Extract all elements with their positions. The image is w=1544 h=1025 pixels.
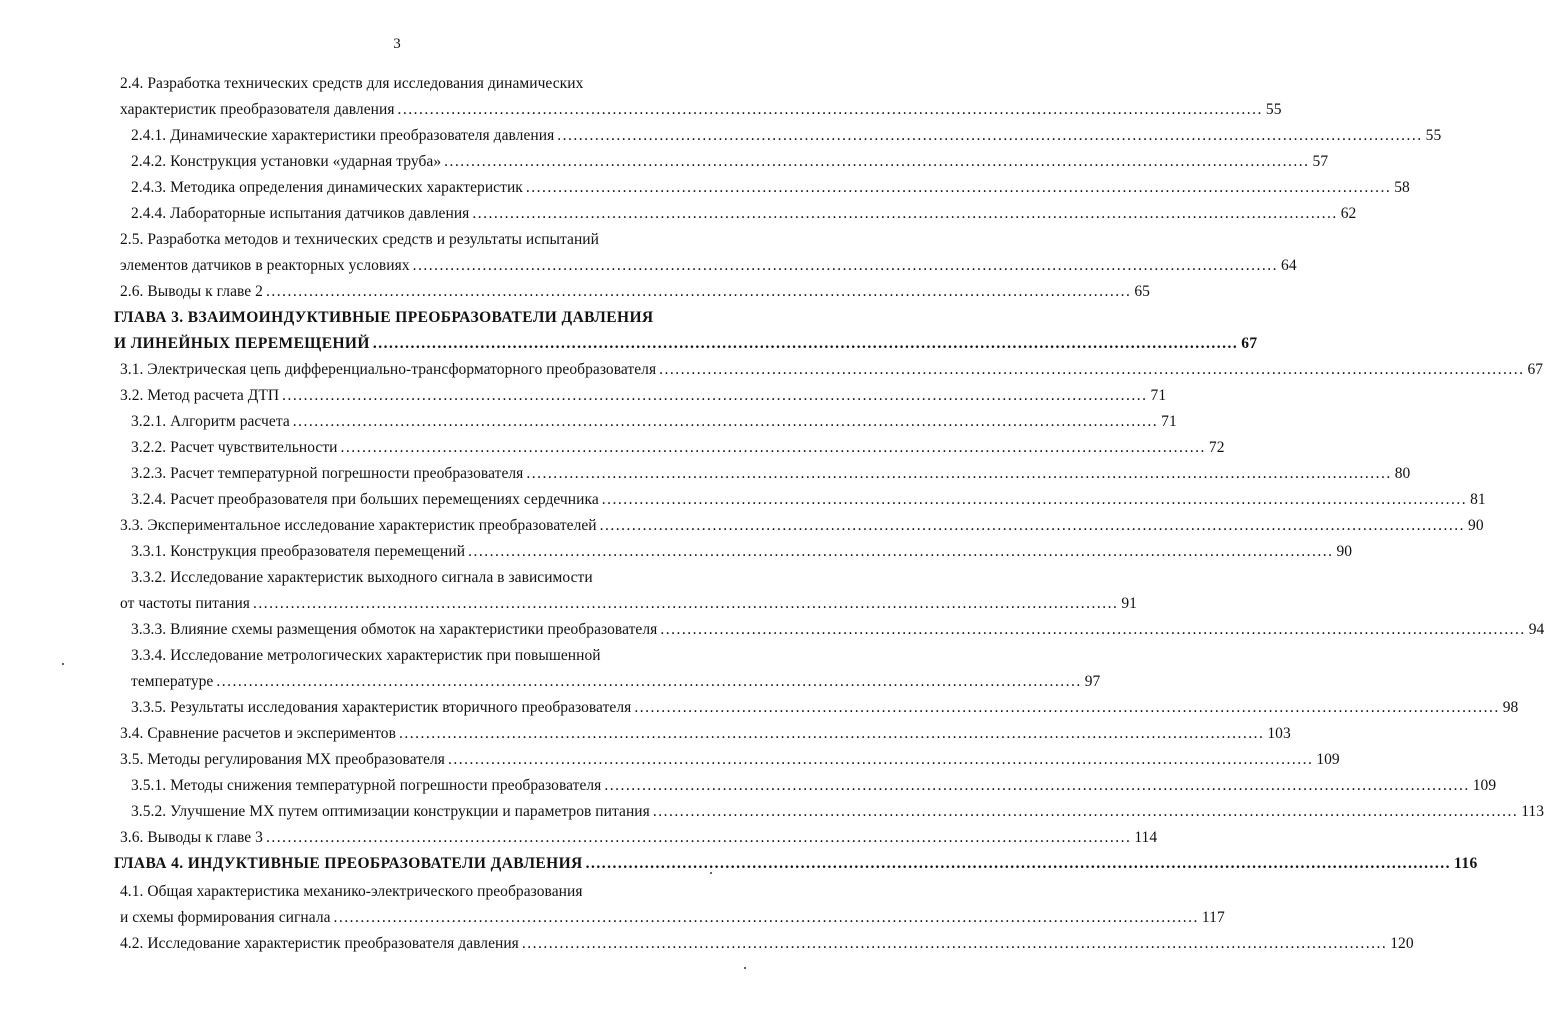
toc-entry-3-5-1: [131, 776, 1497, 796]
toc-entry-3-2-4: [131, 490, 1486, 510]
dot-leader: .................................................................................................................................................................: [526, 465, 1392, 482]
dot-leader: .................................................................................................................................................................: [604, 777, 1470, 794]
dot-leader: .................................................................................................................................................................: [660, 621, 1526, 638]
toc-page-number: 72: [1208, 439, 1225, 456]
toc-entry-2-4: [120, 74, 1282, 120]
dot-leader: .................................................................................................................................................................: [292, 413, 1159, 430]
dot-leader: .................................................................................................................................................................: [521, 935, 1388, 952]
toc-entry-3-2: [120, 386, 1167, 406]
toc-page-number: 64: [1281, 257, 1297, 274]
dot-leader: .................................................................................................................................................................: [525, 179, 1392, 196]
toc-page-number: 67: [1527, 361, 1544, 378]
toc-entry-2-4-4: [131, 204, 1357, 224]
dot-leader: .................................................................................................................................................................: [265, 829, 1132, 846]
toc-page-number: 98: [1502, 699, 1519, 716]
toc-page-number: 109: [1316, 751, 1340, 768]
toc-page-number: 113: [1521, 803, 1544, 820]
dot-leader: .................................................................................................................................................................: [634, 699, 1500, 716]
toc-entry-3-3: [120, 516, 1484, 536]
toc-page-number: 90: [1468, 517, 1484, 534]
toc-page-number: 116: [1454, 855, 1478, 872]
toc-chapter-title: ГЛАВА 3. ВЗАИМОИНДУКТИВНЫЕ ПРЕОБРАЗОВАТЕЛИ ДАВЛЕНИЯ: [114, 309, 654, 326]
toc-entry-text: 3.2.4. Расчет преобразователя при больших перемещениях сердечника: [131, 491, 599, 508]
toc-page-number: 55: [1265, 101, 1282, 118]
toc-page-number: 91: [1121, 595, 1137, 612]
toc-page-number: 67: [1241, 335, 1258, 352]
toc-entry-text: 2.4.4. Лабораторные испытания датчиков давления: [131, 205, 470, 222]
dot-leader: .................................................................................................................................................................: [333, 909, 1199, 926]
toc-entry-3-3-4: [131, 646, 1101, 692]
toc-entry-3-1: [120, 360, 1544, 380]
dot-leader: .................................................................................................................................................................: [472, 205, 1338, 222]
toc-chapter-title: И ЛИНЕЙНЫХ ПЕРЕМЕЩЕНИЙ: [114, 335, 370, 352]
toc-page-number: 55: [1425, 127, 1442, 144]
page-number: 3: [393, 36, 401, 52]
scan-speck: [744, 967, 746, 969]
toc-page-number: 62: [1340, 205, 1357, 222]
dot-leader: .................................................................................................................................................................: [265, 283, 1132, 300]
toc-entry-text: и схемы формирования сигнала: [120, 909, 331, 926]
toc-page-number: 90: [1336, 543, 1353, 560]
toc-page-number: 114: [1134, 829, 1158, 846]
dot-leader: .................................................................................................................................................................: [216, 673, 1082, 690]
dot-leader: .................................................................................................................................................................: [282, 387, 1148, 404]
dot-leader: .................................................................................................................................................................: [585, 855, 1452, 872]
toc-entry-3-2-2: [131, 438, 1225, 458]
toc-page-number: 109: [1472, 777, 1497, 794]
toc-entry-text: 3.3. Экспериментальное исследование характеристик преобразователей: [120, 517, 597, 534]
toc-page-number: 97: [1084, 673, 1101, 690]
toc-chapter-title: ГЛАВА 4. ИНДУКТИВНЫЕ ПРЕОБРАЗОВАТЕЛИ ДАВЛЕНИЯ: [114, 855, 583, 872]
dot-leader: .................................................................................................................................................................: [340, 439, 1206, 456]
toc-entry-2-4-2: [131, 152, 1329, 172]
dot-leader: .................................................................................................................................................................: [601, 491, 1468, 508]
toc-entry-text: 4.1. Общая характеристика механико-электрического преобразования: [120, 883, 583, 900]
toc-entry-text: температуре: [131, 673, 214, 690]
toc-entry-3-5-2: [131, 802, 1544, 822]
scan-speck: [62, 663, 64, 665]
toc-entry-3-4: [120, 724, 1291, 744]
toc-page-number: 58: [1394, 179, 1410, 196]
toc-entry-3-6: [120, 828, 1158, 848]
dot-leader: .................................................................................................................................................................: [397, 101, 1263, 118]
toc-entry-text: 3.1. Электрическая цепь дифференциально-трансформаторного преобразователя: [120, 361, 657, 378]
toc-chapter-3: [114, 308, 1258, 354]
toc-entry-3-2-3: [131, 464, 1411, 484]
toc-entry-text: 3.3.4. Исследование метрологических характеристик при повышенной: [131, 647, 601, 664]
toc-entry-text: 4.2. Исследование характеристик преобразователя давления: [120, 935, 519, 952]
dot-leader: .................................................................................................................................................................: [652, 803, 1519, 820]
toc-entry-4-2: [120, 934, 1414, 954]
toc-entry-text: 3.2.1. Алгоритм расчета: [131, 413, 290, 430]
toc-entry-text: 3.3.3. Влияние схемы размещения обмоток на характеристики преобразователя: [131, 621, 658, 638]
toc-entry-text: 2.5. Разработка методов и технических средств и результаты испытаний: [120, 231, 599, 248]
toc-page-number: 103: [1267, 725, 1291, 742]
toc-entry-3-3-3: [131, 620, 1544, 640]
toc-entry-3-3-2: [120, 568, 1137, 614]
toc-entry-text: 2.4.2. Конструкция установки «ударная труба»: [131, 153, 442, 170]
toc-entry-2-6: [120, 282, 1150, 302]
scan-speck: [710, 872, 712, 874]
toc-entry-text: от частоты питания: [120, 595, 250, 612]
toc-page-number: 120: [1390, 935, 1414, 952]
toc-entry-text: 3.2.2. Расчет чувствительности: [131, 439, 338, 456]
toc-page-number: 65: [1134, 283, 1150, 300]
dot-leader: .................................................................................................................................................................: [557, 127, 1423, 144]
toc-entry-text: характеристик преобразователя давления: [120, 101, 395, 118]
toc-page-number: 71: [1150, 387, 1167, 404]
toc-entry-text: 2.4.1. Динамические характеристики преобразователя давления: [131, 127, 555, 144]
toc-entry-text: 3.3.1. Конструкция преобразователя перемещений: [131, 543, 466, 560]
dot-leader: .................................................................................................................................................................: [599, 517, 1466, 534]
dot-leader: .................................................................................................................................................................: [468, 543, 1334, 560]
toc-chapter-4: [114, 854, 1478, 874]
toc-entry-text: элементов датчиков в реакторных условиях: [120, 257, 410, 274]
dot-leader: .................................................................................................................................................................: [444, 153, 1310, 170]
toc-entry-4-1: [120, 882, 1225, 928]
toc-entry-text: 3.2. Метод расчета ДТП: [120, 387, 280, 404]
toc-entry-text: 3.5. Методы регулирования МХ преобразователя: [120, 751, 445, 768]
toc-page-number: 80: [1394, 465, 1411, 482]
toc-page-number: 57: [1312, 153, 1329, 170]
toc-page-number: 71: [1161, 413, 1177, 430]
toc-page-number: 81: [1470, 491, 1486, 508]
dot-leader: .................................................................................................................................................................: [252, 595, 1119, 612]
toc-entry-text: 3.2.3. Расчет температурной погрешности преобразователя: [131, 465, 524, 482]
toc-entry-3-2-1: [131, 412, 1177, 432]
dot-leader: .................................................................................................................................................................: [412, 257, 1279, 274]
toc-entry-text: 2.4.3. Методика определения динамических характеристик: [131, 179, 523, 196]
toc-entry-text: 3.4. Сравнение расчетов и экспериментов: [120, 725, 396, 742]
toc-entry-text: 3.5.2. Улучшение МХ путем оптимизации конструкции и параметров питания: [131, 803, 650, 820]
toc-entry-3-3-1: [131, 542, 1353, 562]
dot-leader: .................................................................................................................................................................: [398, 725, 1265, 742]
toc-entry-text: 3.5.1. Методы снижения температурной погрешности преобразователя: [131, 777, 602, 794]
toc-entry-2-5: [120, 230, 1297, 276]
dot-leader: .................................................................................................................................................................: [447, 751, 1314, 768]
toc-entry-3-3-5: [131, 698, 1519, 718]
toc-entry-2-4-1: [131, 126, 1442, 146]
toc-entry-2-4-3: [131, 178, 1410, 198]
toc-entry-text: 3.3.2. Исследование характеристик выходного сигнала в зависимости: [131, 569, 593, 586]
toc-entry-3-5: [120, 750, 1340, 770]
toc-entry-text: 2.6. Выводы к главе 2: [120, 283, 263, 300]
dot-leader: .................................................................................................................................................................: [372, 335, 1239, 352]
toc-page-number: 117: [1201, 909, 1225, 926]
toc-entry-text: 2.4. Разработка технических средств для исследования динамических: [120, 75, 584, 92]
toc-entry-text: 3.6. Выводы к главе 3: [120, 829, 263, 846]
toc-entry-text: 3.3.5. Результаты исследования характеристик вторичного преобразователя: [131, 699, 632, 716]
dot-leader: .................................................................................................................................................................: [659, 361, 1525, 378]
toc-page-number: 94: [1528, 621, 1544, 638]
